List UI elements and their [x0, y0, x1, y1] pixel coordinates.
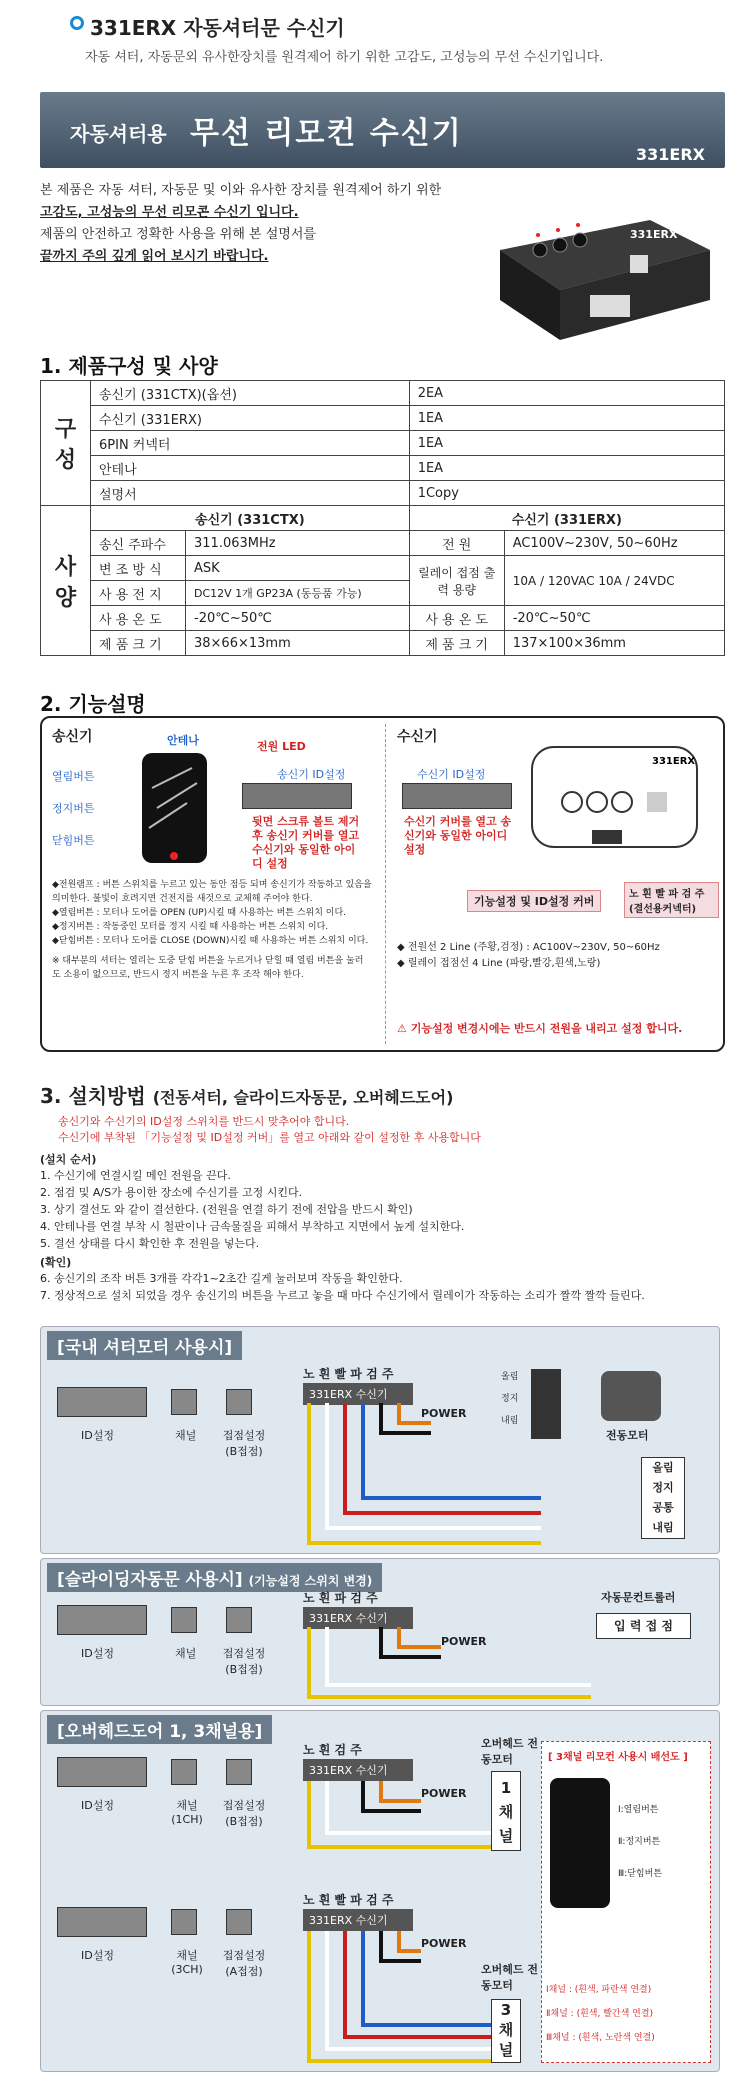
channel-switch [171, 1909, 197, 1935]
rx-spec-value: 10A / 120VAC 10A / 24VDC [504, 556, 724, 606]
install-step: 2. 점검 및 A/S가 용이한 장소에 수신기를 고정 시킨다. [40, 1186, 303, 1199]
motor-label: 전동모터 [606, 1429, 649, 1442]
install-section [40, 1080, 730, 1304]
channel-3ch-label: 채널 (3CH) [171, 1949, 203, 1976]
product-banner [40, 92, 725, 168]
channel-switch [171, 1607, 197, 1633]
check-step: 7. 정상적으로 설치 되었을 경우 송신기의 버튼을 누르고 놓을 때 마다 수신기에서 릴레이가 작동하는 소리가 짤깍 짤깍 들린다. [40, 1289, 645, 1302]
receiver-box: 331ERX 수신기 [303, 1759, 413, 1781]
banner-title: 무선 리모컨 수신기 [190, 116, 463, 151]
install-step: 4. 안테나를 연결 부착 시 철판이나 금속물질을 피해서 부착하고 지면에서 높게 설치한다. [40, 1220, 465, 1233]
legend-button: Ⅱ:정지버튼 [618, 1837, 661, 1847]
receiver-box: 331ERX 수신기 [303, 1607, 413, 1629]
wire-colors-label: 노 흰 파 검 주 [303, 1591, 378, 1605]
intro-line: 본 제품은 자동 셔터, 자동문 및 이와 유사한 장치를 원격제어 하기 위한 [40, 183, 442, 198]
tx-spec-key: 변 조 방 식 [91, 556, 186, 581]
sw-open-label: 올림 [501, 1372, 519, 1382]
tx-spec-value: 38×66×13mm [186, 631, 410, 656]
tx-spec-value: 311.063MHz [186, 531, 410, 556]
install-step: 5. 결선 상태를 다시 확인한 후 전원을 넣는다. [40, 1237, 260, 1250]
warning-message: 기능설정 변경시에는 반드시 전원을 내리고 설정 합니다. [410, 1022, 683, 1035]
section2-title: 2. 기능설명 [40, 692, 146, 716]
open-button-label: 열림버튼 [52, 770, 95, 783]
tx-spec-value: DC12V 1개 GP23A (동등품 가능) [186, 581, 410, 606]
tx-spec-value: -20℃~50℃ [186, 606, 410, 631]
install-step: 3. 상기 결선도 와 같이 결선한다. (전원을 연결 하기 전에 전압을 반드시 확인) [40, 1203, 413, 1216]
channel-label: 채널 [175, 1647, 197, 1660]
id-dip-switch [57, 1757, 147, 1787]
shutter-motor-diagram [40, 1326, 720, 1554]
intro-line: 제품의 안전하고 정확한 사용을 위해 본 설명서를 [40, 227, 316, 242]
intro-line: 고감도, 고성능의 무선 리모콘 수신기 입니다. [40, 205, 299, 220]
motor-label: 오버헤드 전동모터 [481, 1963, 538, 1992]
terminal-label: 공통 [652, 1501, 674, 1514]
tx-spec-key: 제 품 크 기 [91, 631, 186, 656]
id-dip-switch [57, 1387, 147, 1417]
terminal-block [641, 1457, 685, 1539]
legend-channel: Ⅲ채널 : (흰색, 노란색 연결) [546, 2033, 655, 2043]
legend-channel: Ⅰ채널 : (흰색, 파란색 연결) [546, 1985, 652, 1995]
component-name: 안테나 [91, 456, 410, 481]
rx-spec-value: AC100V~230V, 50~60Hz [504, 531, 724, 556]
rx-spec-key: 사 용 온 도 [409, 606, 504, 631]
wire-colors-label: 노 흰 빨 파 검 주 [303, 1893, 394, 1907]
tx-header: 송신기 (331CTX) [91, 506, 410, 531]
component-name: 6PIN 커넥터 [91, 431, 410, 456]
rx-panel-title: 수신기 [397, 729, 438, 745]
note-item: ◆ 전원선 2 Line (주황,검정) : AC100V~230V, 50~60Hz [397, 942, 660, 953]
receiver-box: 331ERX 수신기 [303, 1383, 413, 1405]
tx-spec-key: 사 용 전 지 [91, 581, 186, 606]
legend-button: Ⅲ:닫힘버튼 [618, 1869, 663, 1879]
component-qty: 1EA [409, 406, 724, 431]
id-dip-switch [57, 1907, 147, 1937]
receiver-device-image [480, 180, 720, 350]
wire-colors-label: 노 흰 검 주 [303, 1743, 362, 1757]
contact-switch [226, 1909, 252, 1935]
contact-switch [226, 1759, 252, 1785]
device-label: 331ERX [630, 228, 678, 241]
component-name: 수신기 (331ERX) [91, 406, 410, 431]
check-title: (확인) [40, 1256, 72, 1269]
contact-b-label: 접점설정 (B접점) [222, 1799, 266, 1828]
receiver-diagram [512, 742, 712, 862]
function-panel [40, 716, 725, 1052]
component-qty: 1Copy [409, 481, 724, 506]
sw-down-label: 내림 [501, 1416, 519, 1426]
diagram3-title: [오버헤드도어 1, 3채널용] [47, 1715, 272, 1744]
tx-spec-key: 송신 주파수 [91, 531, 186, 556]
transmitter-image [137, 748, 217, 868]
note-item: ◆전원램프 : 버튼 스위치를 누르고 있는 동안 점등 되며 송신기가 작동하고 있음을 의미한다. 불빛이 흐려지면 건전지를 새것으로 교체해 주어야 한다. [52, 880, 372, 904]
contact-label: 접점설정 (B접점) [222, 1429, 266, 1458]
power-label: POWER [421, 1407, 467, 1420]
install-step: 1. 수신기에 연결시킬 메인 전원을 끈다. [40, 1169, 231, 1182]
component-name: 송신기 (331CTX)(옵션) [91, 381, 410, 406]
rx-id-label: 수신기 ID설정 [417, 768, 486, 781]
wiring-lines [301, 1627, 601, 1707]
terminal-label: 올림 [652, 1461, 674, 1474]
rx-dip-switch [402, 783, 512, 809]
receiver-box: 331ERX 수신기 [303, 1909, 413, 1931]
antenna-label: 안테나 [167, 734, 199, 747]
controller-label: 자동문컨트롤러 [601, 1591, 676, 1604]
component-qty: 1EA [409, 431, 724, 456]
rx-spec-key: 제 품 크 기 [409, 631, 504, 656]
wiring-lines [301, 1781, 501, 1861]
terminal-label: 내림 [652, 1521, 674, 1534]
banner-small-text: 자동셔터용 [70, 122, 167, 146]
id-setting-label: ID설정 [81, 1949, 114, 1962]
diagram2-title [47, 1563, 382, 1592]
wire-colors-label: 노 흰 빨 파 검 주 [303, 1367, 394, 1381]
component-qty: 2EA [409, 381, 724, 406]
tx-notes [52, 878, 372, 982]
svg-text:331ERX: 331ERX [652, 756, 696, 767]
input-contact-box: 입 력 접 점 [596, 1613, 691, 1639]
power-led-label: 전원 LED [257, 740, 306, 753]
contact-a-label: 접점설정 (A접점) [222, 1949, 266, 1978]
page-subtitle: 자동 셔터, 자동문외 유사한장치를 원격제어 하기 위한 고감도, 고성능의 무선 수신기입니다. [85, 50, 604, 65]
wire-connector-label: 노 흰 빨 파 검 주 (결선용커넥터) [624, 882, 719, 918]
rx-spec-value: 137×100×36mm [504, 631, 724, 656]
id-setting-label: ID설정 [81, 1429, 114, 1442]
rx-spec-key: 전 원 [409, 531, 504, 556]
close-button-label: 닫힘버튼 [52, 834, 95, 847]
rx-header: 수신기 (331ERX) [409, 506, 724, 531]
header-bullet-icon [70, 16, 84, 30]
tx-id-note: 뒷면 스크류 볼트 제거후 송신기 커버를 열고 수신기와 동일한 아이디 설정 [252, 815, 360, 870]
wiring-lines [301, 1931, 501, 2071]
id-setting-label: ID설정 [81, 1647, 114, 1660]
diagram2-title-text: [슬라이딩자동문 사용시] [57, 1570, 243, 1590]
note-item: ◆열림버튼 : 모터나 도어를 OPEN (UP)시킬 때 사용하는 버튼 스위치 이다. [52, 908, 347, 918]
tx-spec-key: 사 용 온 도 [91, 606, 186, 631]
id-setting-label: ID설정 [81, 1799, 114, 1812]
contact-label: 접점설정 (B접점) [222, 1647, 266, 1676]
note-item: ◆닫힘버튼 : 모터나 도어를 CLOSE (DOWN)시킬 때 사용하는 버튼 스위치 이다. [52, 936, 369, 946]
remote-icon [550, 1778, 610, 1908]
terminal-label: 정지 [652, 1481, 674, 1494]
section3-subtitle: (전동셔터, 슬라이드자동문, 오버헤드도어) [152, 1088, 454, 1107]
power-label: POWER [441, 1635, 487, 1648]
channel-1ch-label: 채널 (1CH) [171, 1799, 203, 1826]
diagram2-subtitle: (기능설정 스위치 변경) [248, 1574, 373, 1588]
note-item: ◆정지버튼 : 작동중인 모터를 정지 시킬 때 사용하는 버튼 스위치 이다. [52, 922, 329, 932]
sliding-door-diagram [40, 1558, 720, 1706]
check-step: 6. 송신기의 조작 버튼 3개를 각각1~2초간 길게 눌러보며 작동을 확인한다. [40, 1272, 403, 1285]
intro-line: 끝까지 주의 깊게 읽어 보시기 바랍니다. [40, 249, 269, 264]
page-title: 331ERX 자동셔터문 수신기 [90, 16, 345, 40]
note-item: ※ 대부분의 셔터는 열리는 도중 닫힘 버튼을 누르거나 닫힐 때 열림 버튼을 눌러도 소용이 없으므로, 반드시 정지 버튼을 누른 후 조작 해야 한다. [52, 956, 364, 980]
composition-label: 구성 [41, 381, 91, 506]
overhead-door-diagram [40, 1710, 720, 2072]
rx-spec-key: 릴레이 접점 출력 용량 [409, 556, 504, 606]
rx-spec-value: -20℃~50℃ [504, 606, 724, 631]
install-warning-1: 송신기와 수신기의 ID설정 스위치를 반드시 맞추어야 합니다. [58, 1115, 350, 1128]
spec-table [40, 380, 725, 656]
motor-icon [601, 1371, 661, 1421]
tx-spec-value: ASK [186, 556, 410, 581]
install-warning-2: 수신기에 부착된 「기능설정 및 ID설정 커버」를 열고 아래와 같이 설정한 후 사용합니다 [58, 1131, 481, 1144]
ch3-box: 3 채 널 [491, 1999, 521, 2063]
section3-title: 3. 설치방법 [40, 1084, 146, 1108]
contact-switch [226, 1389, 252, 1415]
tx-panel-title: 송신기 [52, 729, 93, 745]
section1-title: 1. 제품구성 및 사양 [40, 354, 218, 378]
rx-id-note: 수신기 커버를 열고 송신기와 동일한 아이디 설정 [404, 815, 512, 856]
sw-stop-label: 정지 [501, 1394, 519, 1404]
power-label: POWER [421, 1937, 467, 1950]
wiring-lines [301, 1403, 621, 1553]
order-title: (설치 순서) [40, 1153, 97, 1166]
stop-button-label: 정지버튼 [52, 802, 95, 815]
intro-text [40, 180, 500, 268]
rx-notes [397, 940, 717, 972]
channel-switch [171, 1389, 197, 1415]
diagram1-title: [국내 셔터모터 사용시] [47, 1331, 242, 1360]
tx-id-label: 송신기 ID설정 [277, 768, 346, 781]
channel-switch [171, 1759, 197, 1785]
spec-label: 사양 [41, 506, 91, 656]
legend-title: [ 3채널 리모컨 사용시 배선도 ] [548, 1752, 688, 1763]
component-name: 설명서 [91, 481, 410, 506]
note-item: ◆ 릴레이 접점선 4 Line (파랑,빨강,흰색,노랑) [397, 958, 601, 969]
switch-box [531, 1369, 561, 1439]
legend-box [541, 1741, 711, 2063]
channel-label: 채널 [175, 1429, 197, 1442]
tx-dip-switch [242, 783, 352, 809]
legend-channel: Ⅱ채널 : (흰색, 빨간색 연결) [546, 2009, 654, 2019]
component-qty: 1EA [409, 456, 724, 481]
ch1-box: 1 채 널 [491, 1771, 521, 1851]
func-cover-label: 기능설정 및 ID설정 커버 [467, 890, 601, 912]
id-dip-switch [57, 1605, 147, 1635]
contact-switch [226, 1607, 252, 1633]
legend-button: Ⅰ:열림버튼 [618, 1805, 659, 1815]
warning-text: ⚠ 기능설정 변경시에는 반드시 전원을 내리고 설정 합니다. [397, 1022, 683, 1035]
banner-model: 331ERX [636, 145, 705, 164]
power-label: POWER [421, 1787, 467, 1800]
motor-label: 오버헤드 전동모터 [481, 1737, 538, 1766]
